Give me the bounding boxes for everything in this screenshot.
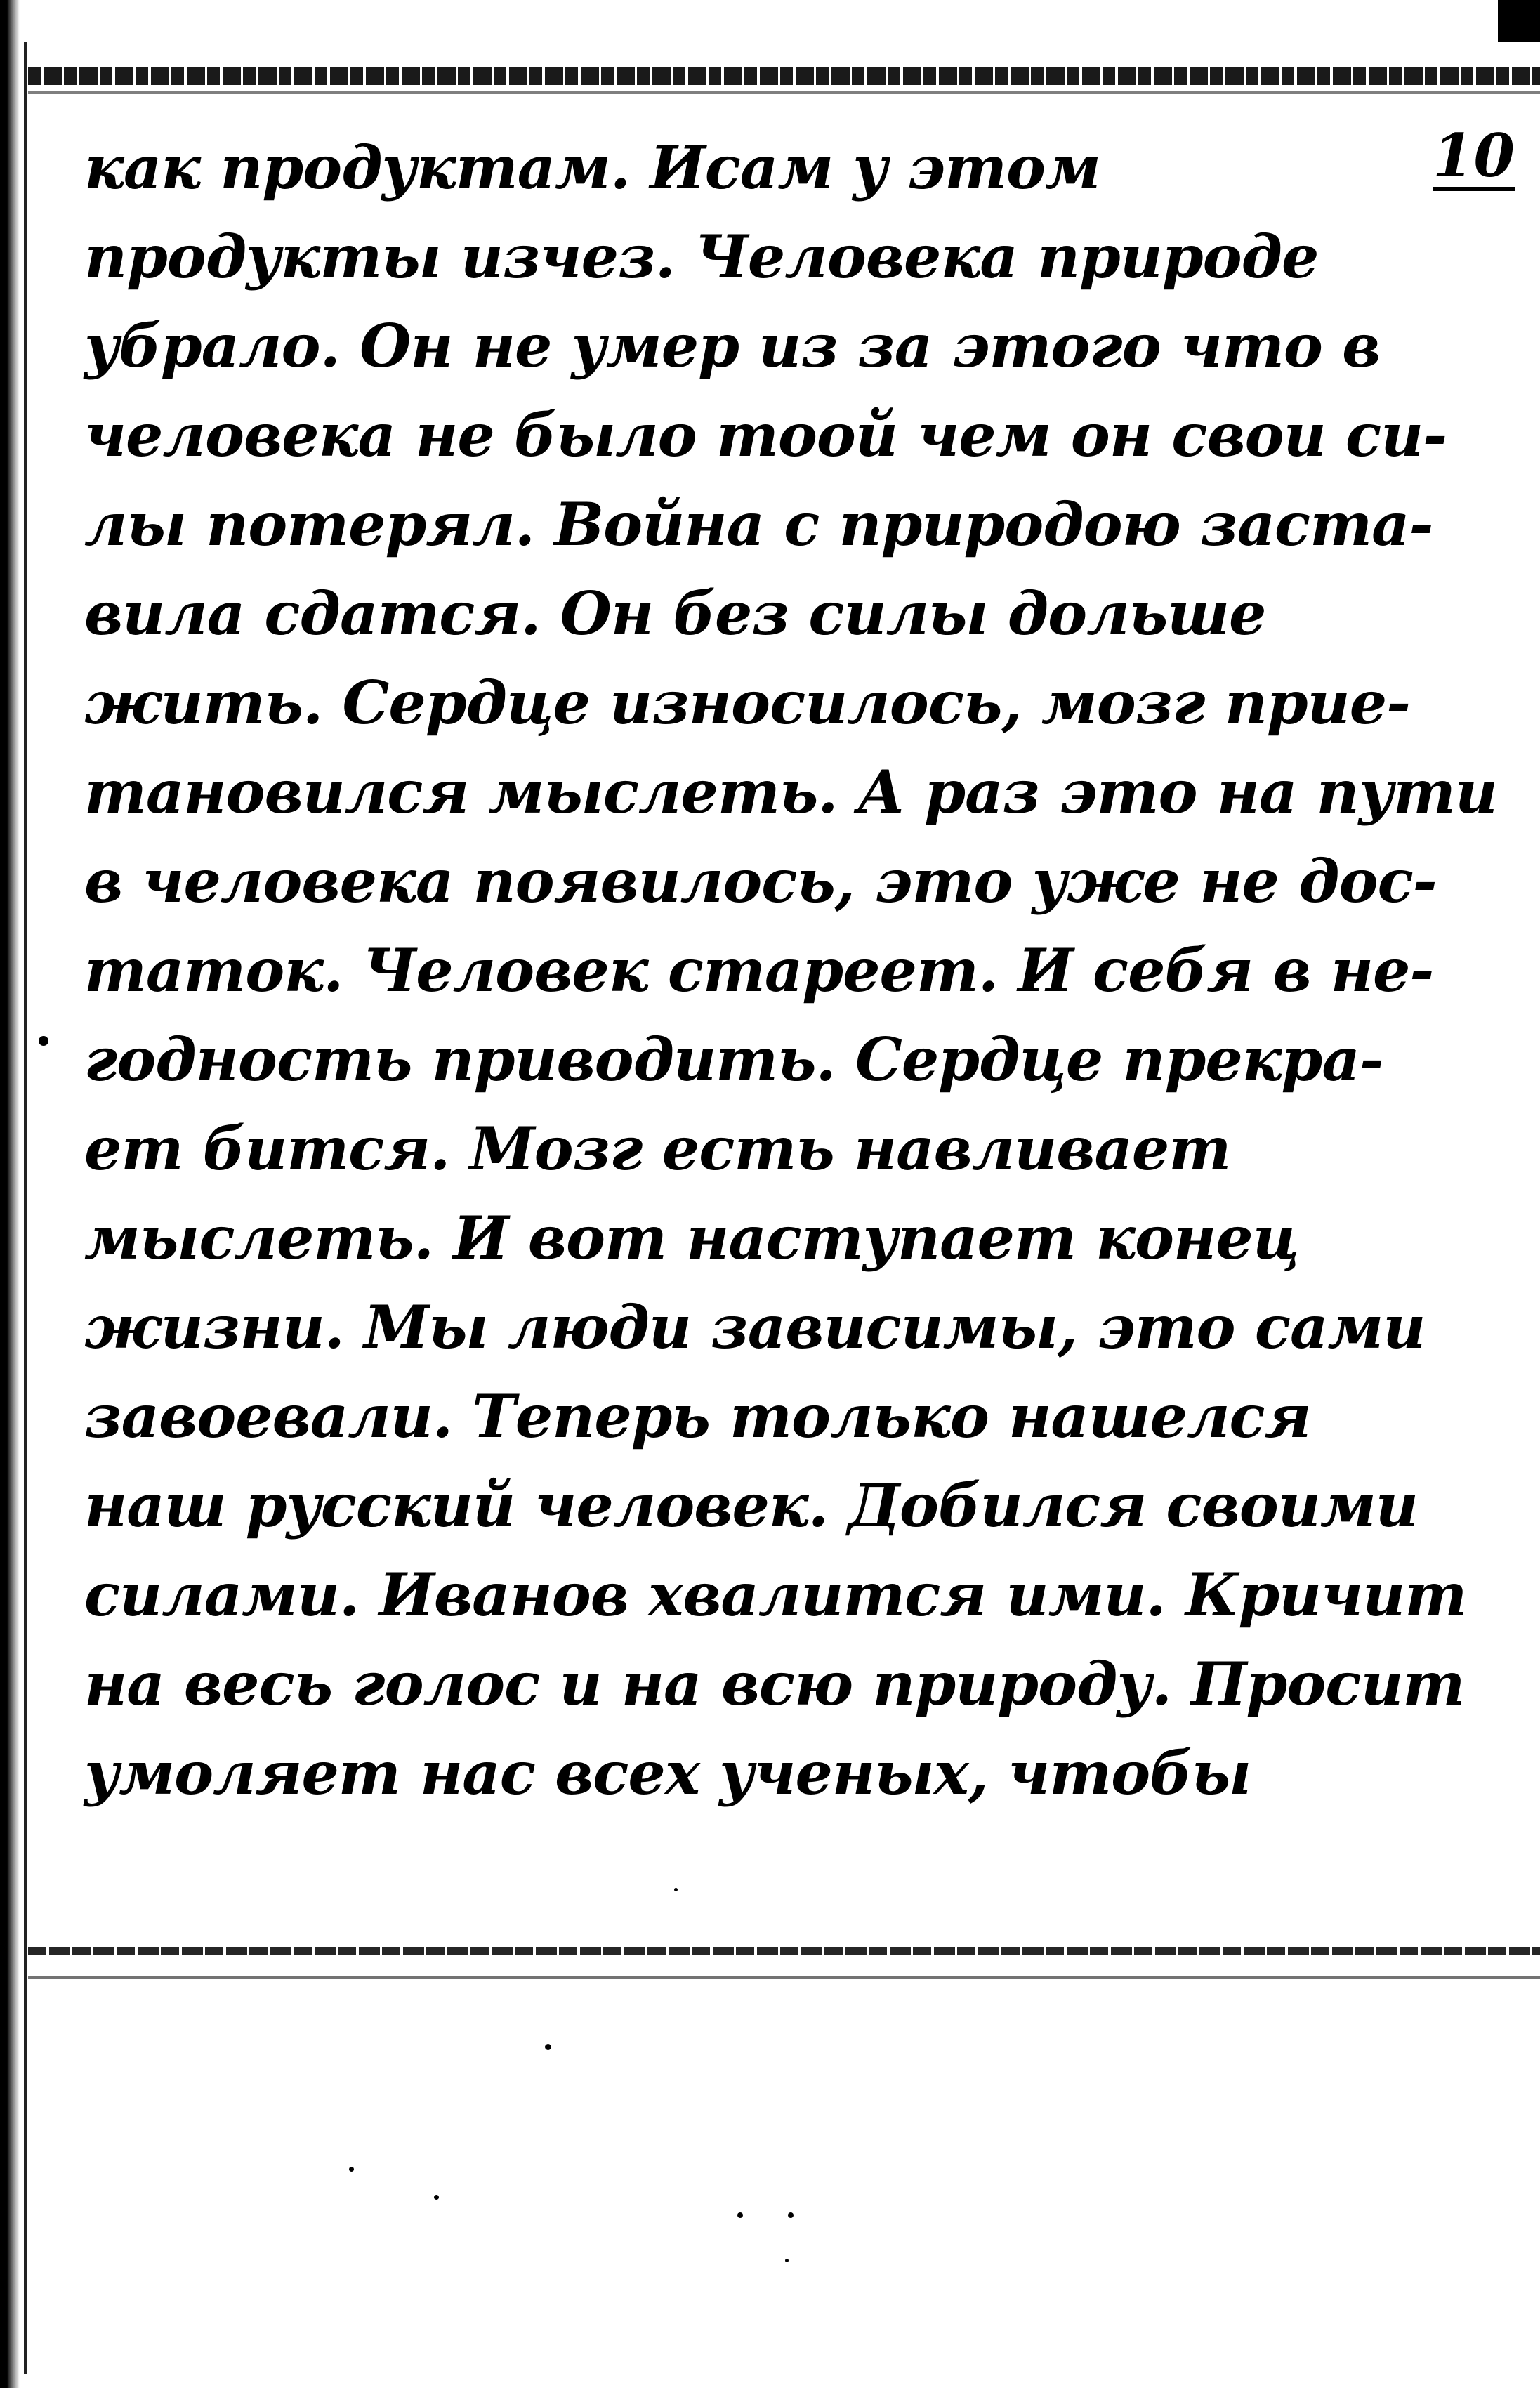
ink-speck <box>788 2212 794 2218</box>
page-left-edge-shadow <box>0 0 20 2388</box>
page-number: 10 <box>1433 121 1515 190</box>
text-line: человека не было тоой чем он свои си- <box>84 400 1447 470</box>
text-line: в человека появилось, это уже не дос- <box>84 846 1437 916</box>
text-line: как продуктам. Исам у этом <box>84 133 1100 202</box>
text-line: завоевали. Теперь только нашелся <box>84 1382 1311 1451</box>
page-left-margin-rule <box>24 42 27 2374</box>
text-line: мыслеть. И вот наступает конец <box>84 1203 1300 1273</box>
text-line: силами. Иванов хвалится ими. Кричит <box>84 1560 1467 1629</box>
text-line: вила сдатся. Он без силы дольше <box>84 579 1266 648</box>
text-line: жить. Сердце износилось, мозг прие- <box>84 668 1411 737</box>
ink-speck <box>785 2259 789 2262</box>
ink-speck <box>434 2195 439 2200</box>
text-line: ет бится. Мозг есть навливает <box>84 1114 1231 1183</box>
text-line: умоляет нас всех ученых, чтобы <box>84 1738 1251 1808</box>
page-corner-shadow <box>1498 0 1540 42</box>
ink-speck <box>39 1036 48 1046</box>
text-line: жизни. Мы люди зависимы, это сами <box>84 1292 1426 1362</box>
ink-speck <box>674 1888 678 1891</box>
text-line: таток. Человек стареет. И себя в не- <box>84 936 1434 1005</box>
text-line: убрало. Он не умер из за этого что в <box>84 311 1381 381</box>
top-ruled-line-thin <box>28 91 1540 94</box>
ink-speck <box>545 2044 551 2050</box>
top-ruled-line <box>28 67 1540 85</box>
ink-speck <box>737 2212 743 2218</box>
bottom-ruled-line-thin <box>28 1976 1540 1979</box>
text-line: наш русский человек. Добился своими <box>84 1471 1418 1540</box>
text-line: тановился мыслеть. А раз это на пути <box>84 757 1497 827</box>
bottom-ruled-line <box>28 1947 1540 1955</box>
text-line: на весь голос и на всю природу. Просит <box>84 1649 1465 1719</box>
text-line: лы потерял. Война с природою заста- <box>84 490 1433 559</box>
text-line: годность приводить. Сердце прекра- <box>84 1025 1383 1094</box>
text-line: продукты изчез. Человека природе <box>84 222 1319 291</box>
ink-speck <box>349 2167 354 2172</box>
